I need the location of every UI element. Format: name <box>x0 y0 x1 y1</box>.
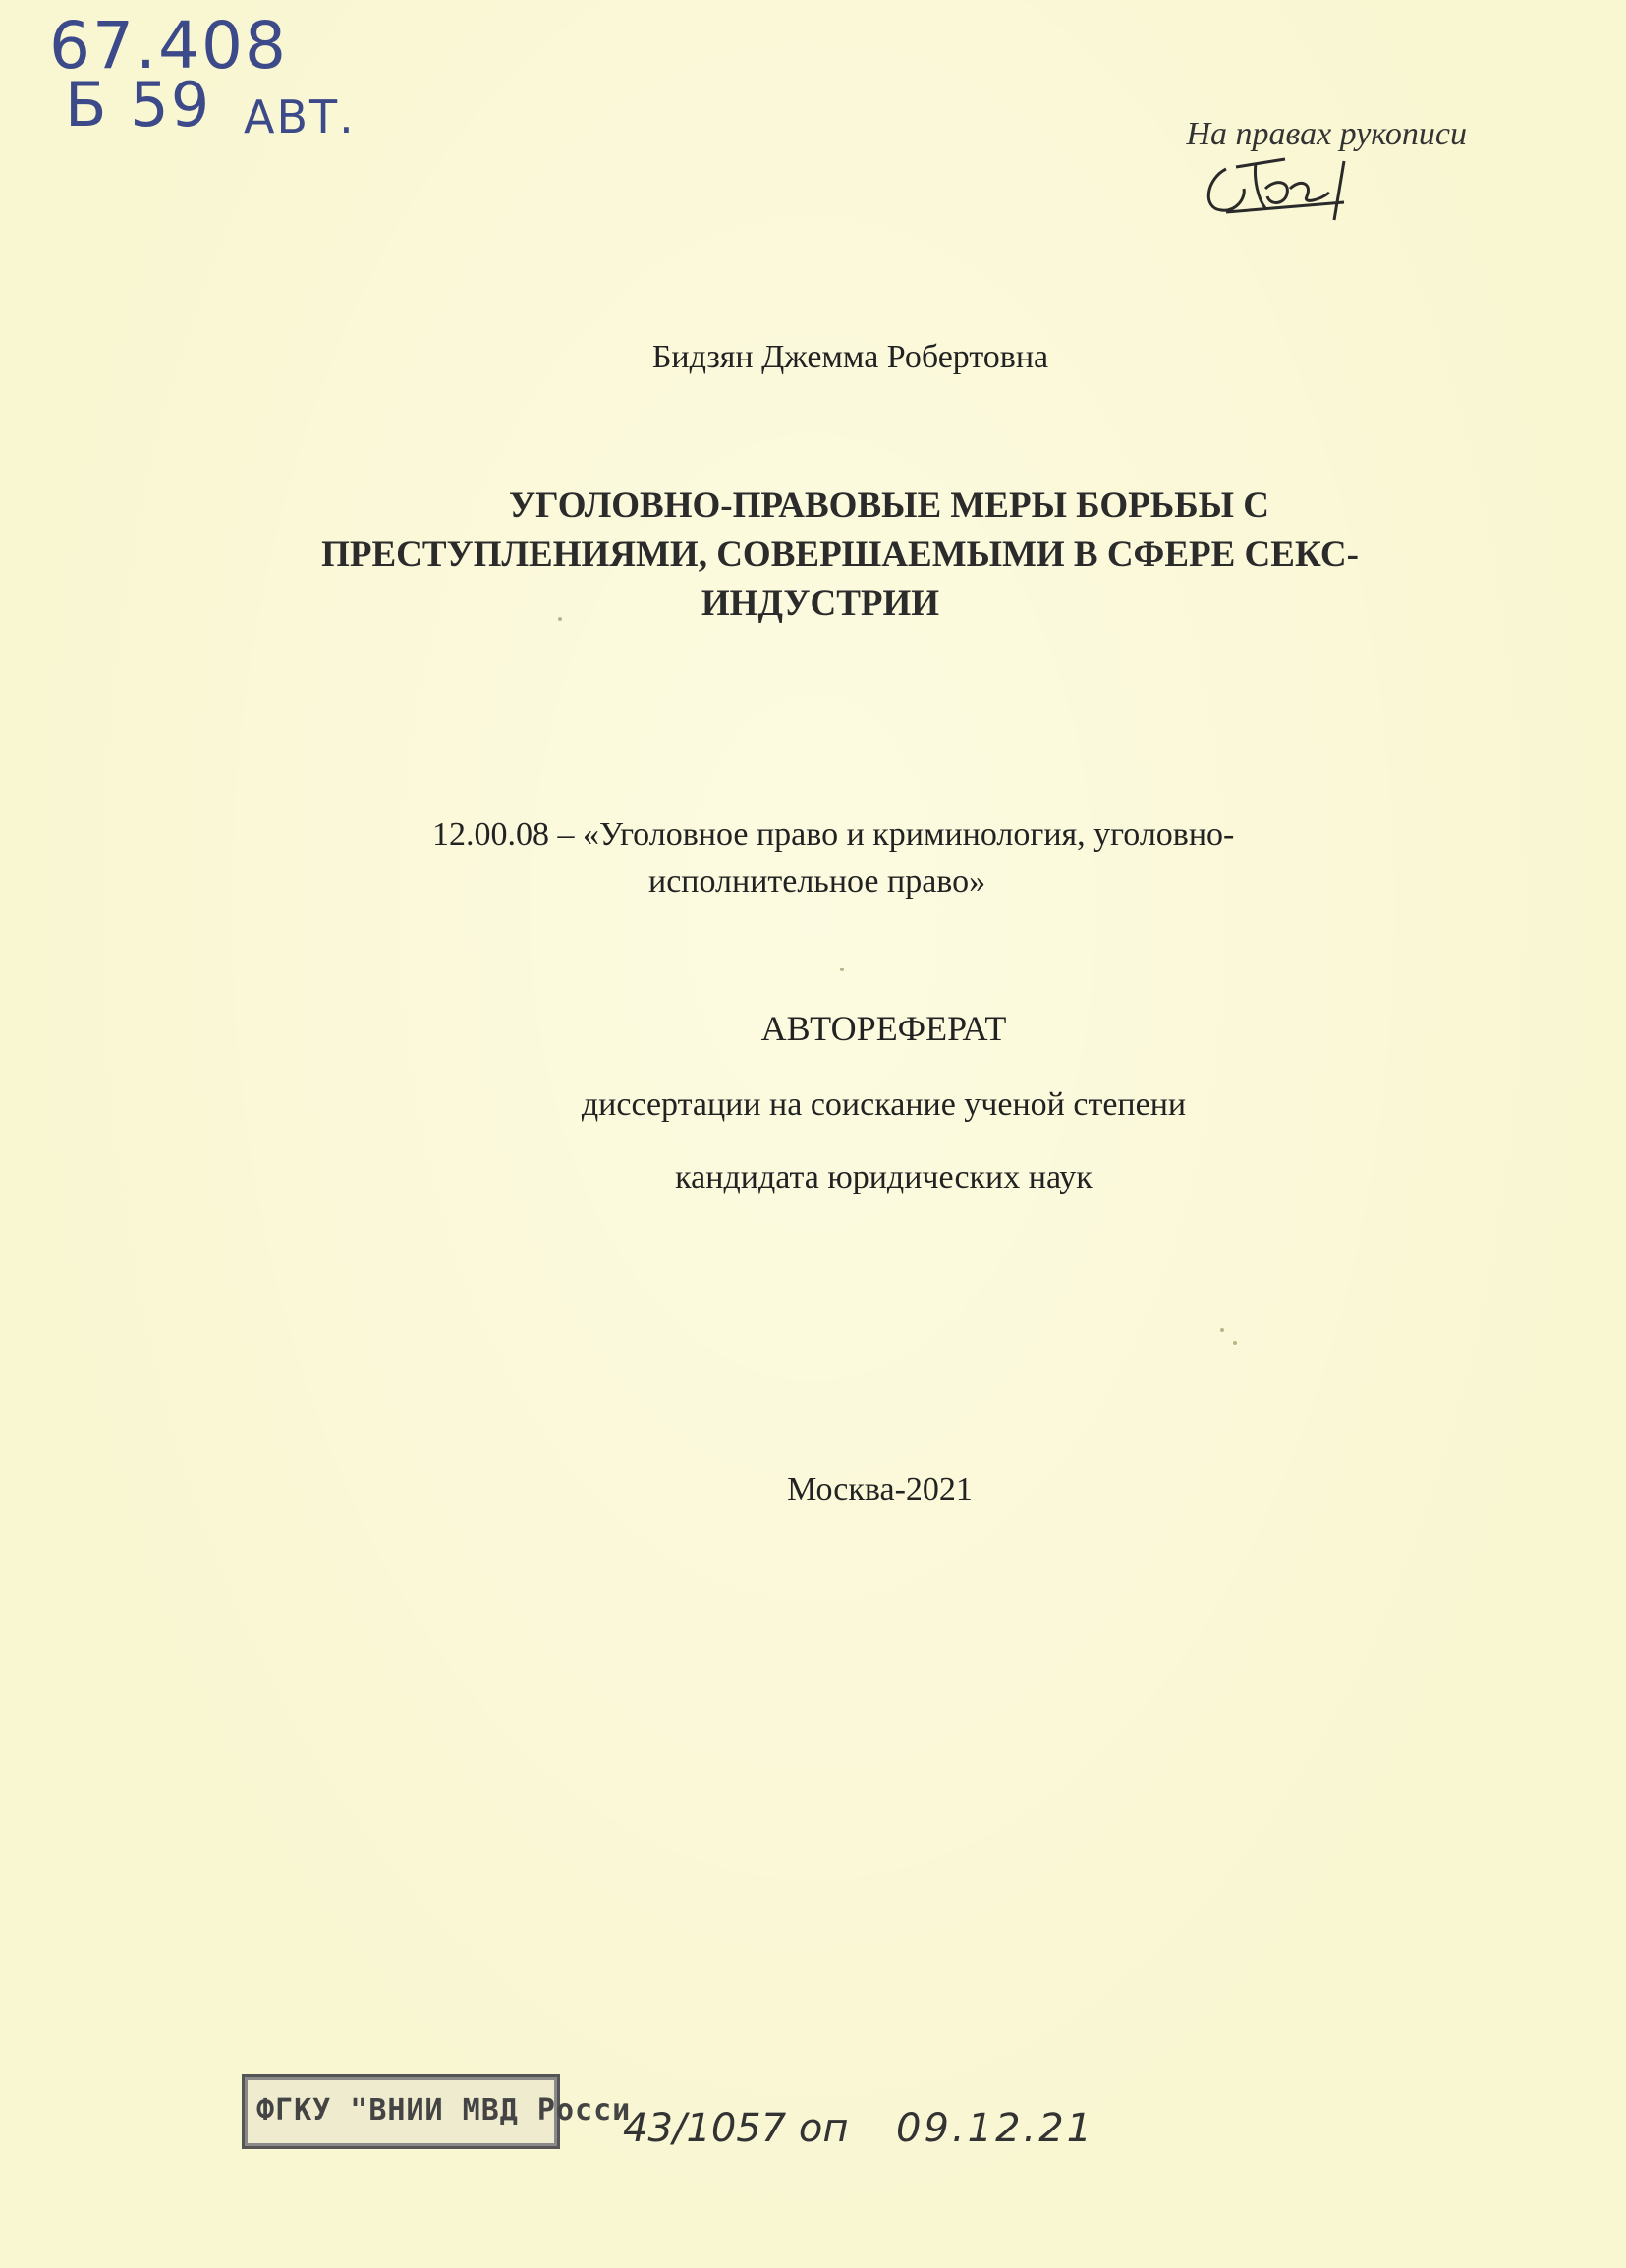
rights-note: На правах рукописи <box>1186 116 1467 152</box>
title-line-1: УГОЛОВНО-ПРАВОВЫЕ МЕРЫ БОРЬБЫ С <box>509 485 1269 526</box>
specialty-line-1: 12.00.08 – «Уголовное право и криминология, уголовно- <box>432 816 1235 853</box>
library-stamp <box>242 2074 632 2149</box>
paper-speck <box>1233 1341 1237 1345</box>
author-name: Бидзян Джемма Робертовна <box>651 339 1049 375</box>
degree-line-2-row <box>0 1159 1626 1196</box>
document-type: АВТОРЕФЕРАТ <box>760 1009 1007 1048</box>
specialty-code <box>432 811 1375 906</box>
place-year-row <box>0 1471 1626 1509</box>
call-number-line-2: Б 59 <box>65 69 212 140</box>
call-number-line-1: 67.408 <box>49 8 288 83</box>
degree-line-1-row <box>0 1086 1626 1124</box>
stamp-text: ФГКУ "ВНИИ МВД Росси <box>256 2093 632 2128</box>
title-line-3: ИНДУСТРИИ <box>701 583 940 624</box>
specialty-line-2: исполнительное право» <box>648 863 986 900</box>
paper-speck <box>558 617 562 621</box>
degree-line-1: диссертации на соискание ученой степени <box>581 1086 1187 1123</box>
signature <box>1197 149 1374 228</box>
degree-line-2: кандидата юридических наук <box>675 1159 1093 1195</box>
place-year: Москва-2021 <box>787 1471 973 1508</box>
title-line-2: ПРЕСТУПЛЕНИЯМИ, СОВЕРШАЕМЫМИ В СФЕРЕ СЕКС- <box>321 534 1359 575</box>
acquisition-number: 43/1057 оп <box>623 2106 849 2151</box>
author-name-row <box>0 339 1626 376</box>
acquisition-date: 09.12.21 <box>896 2106 1095 2151</box>
document-type-row <box>0 1008 1626 1049</box>
dissertation-title <box>295 481 1385 629</box>
paper-speck <box>840 968 844 971</box>
call-number-suffix: АВТ. <box>244 90 356 143</box>
paper-speck <box>1220 1328 1224 1332</box>
